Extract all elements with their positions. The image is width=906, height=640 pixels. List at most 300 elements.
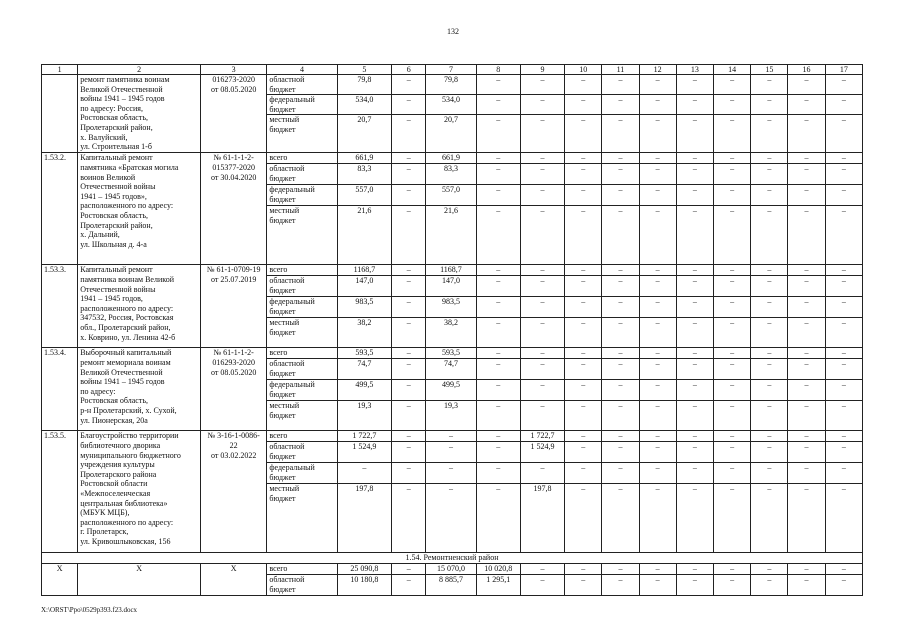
- value-cell: –: [476, 431, 520, 442]
- value-cell: –: [565, 115, 602, 153]
- value-cell: 147,0: [426, 276, 476, 297]
- value-cell: –: [392, 484, 426, 553]
- value-cell: –: [639, 575, 676, 596]
- value-cell: 661,9: [337, 153, 391, 164]
- value-cell: –: [714, 348, 751, 359]
- value-cell: –: [392, 115, 426, 153]
- value-cell: –: [639, 164, 676, 185]
- item-number: 1.53.2.: [42, 153, 78, 265]
- value-cell: 83,3: [426, 164, 476, 185]
- value-cell: –: [476, 442, 520, 463]
- value-cell: –: [602, 164, 639, 185]
- value-cell: –: [520, 95, 564, 115]
- value-cell: –: [676, 463, 713, 484]
- value-cell: 1 524,9: [337, 442, 391, 463]
- value-cell: –: [639, 75, 676, 95]
- value-cell: 20,7: [337, 115, 391, 153]
- value-cell: –: [751, 431, 788, 442]
- column-number: 7: [426, 65, 476, 75]
- value-cell: –: [602, 348, 639, 359]
- value-cell: 74,7: [337, 359, 391, 380]
- value-cell: 79,8: [426, 75, 476, 95]
- value-cell: –: [751, 463, 788, 484]
- value-cell: –: [788, 95, 825, 115]
- value-cell: –: [565, 380, 602, 401]
- value-cell: –: [520, 359, 564, 380]
- value-cell: –: [751, 75, 788, 95]
- value-cell: –: [639, 206, 676, 265]
- value-cell: –: [714, 276, 751, 297]
- value-cell: –: [520, 348, 564, 359]
- value-cell: –: [639, 95, 676, 115]
- item-name: Благоустройство территории библиотечного дворика муниципального бюджетного учреждения культуры Пролетарского района Ростовской области «Межпоселенческая центральная библиотека» (МБУК МЦБ), расположенного по адресу: г. Пролетарск, ул. Кривошлыковская, 156: [78, 431, 201, 553]
- value-cell: –: [676, 484, 713, 553]
- funding-type: местный бюджет: [267, 318, 337, 348]
- value-cell: –: [751, 318, 788, 348]
- funding-type: местный бюджет: [267, 401, 337, 431]
- value-cell: –: [751, 265, 788, 276]
- value-cell: –: [392, 297, 426, 318]
- value-cell: –: [788, 564, 825, 575]
- value-cell: –: [825, 276, 862, 297]
- column-number: 13: [676, 65, 713, 75]
- value-cell: –: [676, 164, 713, 185]
- funding-type: федеральный бюджет: [267, 463, 337, 484]
- value-cell: –: [714, 153, 751, 164]
- value-cell: –: [476, 401, 520, 431]
- value-cell: –: [676, 95, 713, 115]
- value-cell: 147,0: [337, 276, 391, 297]
- value-cell: –: [565, 463, 602, 484]
- column-number: 5: [337, 65, 391, 75]
- value-cell: –: [788, 380, 825, 401]
- value-cell: –: [676, 380, 713, 401]
- value-cell: –: [751, 276, 788, 297]
- value-cell: 983,5: [337, 297, 391, 318]
- value-cell: –: [602, 442, 639, 463]
- value-cell: –: [788, 318, 825, 348]
- funding-type: всего: [267, 431, 337, 442]
- value-cell: –: [476, 206, 520, 265]
- value-cell: –: [825, 442, 862, 463]
- column-number: 9: [520, 65, 564, 75]
- value-cell: –: [676, 564, 713, 575]
- value-cell: –: [639, 380, 676, 401]
- value-cell: 499,5: [426, 380, 476, 401]
- value-cell: 19,3: [337, 401, 391, 431]
- value-cell: –: [476, 318, 520, 348]
- value-cell: –: [476, 276, 520, 297]
- value-cell: –: [825, 318, 862, 348]
- value-cell: 1168,7: [426, 265, 476, 276]
- value-cell: –: [476, 265, 520, 276]
- value-cell: –: [520, 206, 564, 265]
- value-cell: –: [825, 401, 862, 431]
- column-number: 8: [476, 65, 520, 75]
- value-cell: –: [639, 185, 676, 206]
- value-cell: –: [676, 206, 713, 265]
- value-cell: –: [714, 185, 751, 206]
- funding-type: областной бюджет: [267, 276, 337, 297]
- value-cell: 534,0: [426, 95, 476, 115]
- value-cell: –: [392, 164, 426, 185]
- value-cell: –: [788, 206, 825, 265]
- value-cell: 557,0: [426, 185, 476, 206]
- value-cell: –: [751, 484, 788, 553]
- value-cell: 38,2: [337, 318, 391, 348]
- value-cell: 79,8: [337, 75, 391, 95]
- value-cell: –: [426, 442, 476, 463]
- funding-type: всего: [267, 153, 337, 164]
- value-cell: –: [788, 348, 825, 359]
- value-cell: –: [520, 401, 564, 431]
- value-cell: –: [788, 115, 825, 153]
- value-cell: –: [639, 265, 676, 276]
- value-cell: –: [639, 297, 676, 318]
- value-cell: –: [639, 564, 676, 575]
- value-cell: –: [392, 153, 426, 164]
- value-cell: –: [788, 164, 825, 185]
- value-cell: –: [788, 185, 825, 206]
- value-cell: 593,5: [337, 348, 391, 359]
- value-cell: –: [602, 153, 639, 164]
- value-cell: –: [476, 164, 520, 185]
- value-cell: –: [639, 153, 676, 164]
- value-cell: –: [676, 276, 713, 297]
- value-cell: –: [476, 185, 520, 206]
- value-cell: –: [751, 115, 788, 153]
- value-cell: –: [714, 564, 751, 575]
- value-cell: –: [714, 359, 751, 380]
- value-cell: –: [520, 564, 564, 575]
- value-cell: –: [714, 484, 751, 553]
- value-cell: –: [751, 297, 788, 318]
- value-cell: –: [565, 265, 602, 276]
- value-cell: –: [639, 431, 676, 442]
- value-cell: 499,5: [337, 380, 391, 401]
- value-cell: –: [751, 575, 788, 596]
- value-cell: 8 885,7: [426, 575, 476, 596]
- value-cell: –: [392, 359, 426, 380]
- value-cell: –: [602, 185, 639, 206]
- value-cell: –: [714, 463, 751, 484]
- value-cell: –: [602, 75, 639, 95]
- value-cell: –: [825, 380, 862, 401]
- value-cell: –: [714, 575, 751, 596]
- item-document: № 3-16-1-0086- 22 от 03.02.2022: [200, 431, 266, 553]
- value-cell: –: [602, 463, 639, 484]
- value-cell: –: [476, 115, 520, 153]
- value-cell: –: [602, 276, 639, 297]
- value-cell: –: [565, 575, 602, 596]
- value-cell: –: [639, 318, 676, 348]
- table-row: [42, 431, 863, 442]
- column-number: 11: [602, 65, 639, 75]
- header-row: [42, 65, 863, 75]
- value-cell: –: [392, 575, 426, 596]
- value-cell: –: [788, 153, 825, 164]
- value-cell: –: [751, 401, 788, 431]
- value-cell: –: [565, 442, 602, 463]
- value-cell: –: [788, 484, 825, 553]
- funding-type: федеральный бюджет: [267, 297, 337, 318]
- value-cell: –: [676, 442, 713, 463]
- section-row: [42, 553, 863, 564]
- value-cell: –: [788, 463, 825, 484]
- value-cell: –: [714, 265, 751, 276]
- value-cell: –: [426, 484, 476, 553]
- value-cell: –: [788, 431, 825, 442]
- value-cell: –: [476, 463, 520, 484]
- value-cell: –: [565, 75, 602, 95]
- value-cell: –: [602, 95, 639, 115]
- value-cell: –: [392, 564, 426, 575]
- value-cell: –: [788, 575, 825, 596]
- table-row: [42, 153, 863, 164]
- file-path-footer: X:\ORST\Ppo\0529p393.f23.docx: [41, 606, 138, 614]
- funding-type: местный бюджет: [267, 484, 337, 553]
- value-cell: –: [676, 115, 713, 153]
- value-cell: –: [520, 276, 564, 297]
- value-cell: –: [788, 442, 825, 463]
- value-cell: –: [714, 115, 751, 153]
- funding-type: областной бюджет: [267, 575, 337, 596]
- column-number: 1: [42, 65, 78, 75]
- value-cell: –: [476, 348, 520, 359]
- funding-type: областной бюджет: [267, 442, 337, 463]
- value-cell: 1168,7: [337, 265, 391, 276]
- value-cell: –: [602, 431, 639, 442]
- value-cell: –: [676, 265, 713, 276]
- value-cell: –: [392, 431, 426, 442]
- value-cell: –: [392, 348, 426, 359]
- value-cell: –: [788, 401, 825, 431]
- column-number: 17: [825, 65, 862, 75]
- value-cell: –: [825, 153, 862, 164]
- value-cell: –: [788, 297, 825, 318]
- value-cell: –: [825, 206, 862, 265]
- value-cell: –: [520, 463, 564, 484]
- value-cell: –: [520, 153, 564, 164]
- section-title: 1.54. Ремонтненский район: [42, 553, 863, 564]
- value-cell: –: [788, 75, 825, 95]
- value-cell: –: [602, 318, 639, 348]
- value-cell: 557,0: [337, 185, 391, 206]
- value-cell: –: [392, 318, 426, 348]
- value-cell: –: [476, 484, 520, 553]
- value-cell: 1 722,7: [337, 431, 391, 442]
- value-cell: –: [602, 206, 639, 265]
- value-cell: –: [825, 348, 862, 359]
- value-cell: –: [825, 164, 862, 185]
- value-cell: –: [714, 431, 751, 442]
- value-cell: –: [392, 75, 426, 95]
- value-cell: –: [392, 380, 426, 401]
- value-cell: –: [476, 95, 520, 115]
- value-cell: –: [825, 484, 862, 553]
- column-number: 12: [639, 65, 676, 75]
- value-cell: –: [639, 348, 676, 359]
- value-cell: –: [565, 348, 602, 359]
- value-cell: –: [825, 95, 862, 115]
- value-cell: –: [825, 359, 862, 380]
- value-cell: –: [426, 463, 476, 484]
- funding-type: областной бюджет: [267, 164, 337, 185]
- value-cell: –: [476, 153, 520, 164]
- value-cell: –: [602, 401, 639, 431]
- value-cell: –: [751, 185, 788, 206]
- value-cell: –: [565, 318, 602, 348]
- value-cell: –: [714, 442, 751, 463]
- value-cell: –: [520, 380, 564, 401]
- value-cell: –: [639, 442, 676, 463]
- value-cell: –: [676, 75, 713, 95]
- value-cell: –: [602, 484, 639, 553]
- value-cell: –: [565, 95, 602, 115]
- value-cell: –: [565, 484, 602, 553]
- item-name: Капитальный ремонт памятника воинам Великой Отечественной войны 1941 – 1945 годов, расположенного по адресу: 347532, Россия, Ростовская обл., Пролетарский район, х. Коврино, ул. Ленина 42-б: [78, 265, 201, 348]
- value-cell: –: [676, 359, 713, 380]
- value-cell: –: [825, 575, 862, 596]
- page-number: 132: [447, 27, 459, 36]
- value-cell: –: [676, 575, 713, 596]
- value-cell: –: [714, 297, 751, 318]
- value-cell: –: [676, 431, 713, 442]
- value-cell: –: [639, 463, 676, 484]
- value-cell: –: [520, 164, 564, 185]
- value-cell: 38,2: [426, 318, 476, 348]
- value-cell: –: [565, 401, 602, 431]
- item-document: № 61-1-1-2- 016293-2020 от 08.05.2020: [200, 348, 266, 431]
- column-number: 6: [392, 65, 426, 75]
- value-cell: –: [392, 442, 426, 463]
- item-number: 1.53.5.: [42, 431, 78, 553]
- value-cell: –: [602, 359, 639, 380]
- funding-type: всего: [267, 348, 337, 359]
- value-cell: –: [788, 359, 825, 380]
- value-cell: –: [565, 564, 602, 575]
- value-cell: 19,3: [426, 401, 476, 431]
- value-cell: –: [565, 206, 602, 265]
- value-cell: –: [751, 564, 788, 575]
- value-cell: –: [751, 348, 788, 359]
- value-cell: 20,7: [426, 115, 476, 153]
- value-cell: 25 090,8: [337, 564, 391, 575]
- value-cell: –: [392, 95, 426, 115]
- value-cell: –: [476, 380, 520, 401]
- value-cell: –: [825, 75, 862, 95]
- value-cell: 10 020,8: [476, 564, 520, 575]
- item-number: 1.53.4.: [42, 348, 78, 431]
- funding-type: всего: [267, 564, 337, 575]
- funding-type: всего: [267, 265, 337, 276]
- funding-type: областной бюджет: [267, 359, 337, 380]
- value-cell: –: [392, 276, 426, 297]
- value-cell: –: [392, 401, 426, 431]
- continued-item-name: ремонт памятника воинам Великой Отечественной войны 1941 – 1945 годов по адресу: Россия, Ростовская область, Пролетарский район, х. Валуйский, ул. Строительная 1-б: [78, 75, 201, 153]
- value-cell: –: [602, 115, 639, 153]
- value-cell: –: [639, 484, 676, 553]
- value-cell: –: [476, 359, 520, 380]
- value-cell: –: [565, 164, 602, 185]
- value-cell: 1 722,7: [520, 431, 564, 442]
- value-cell: –: [751, 380, 788, 401]
- item-document: № 61-1-1-2- 015377-2020 от 30.04.2020: [200, 153, 266, 265]
- value-cell: –: [392, 206, 426, 265]
- value-cell: –: [714, 95, 751, 115]
- value-cell: –: [639, 359, 676, 380]
- value-cell: –: [676, 348, 713, 359]
- item-name: Капитальный ремонт памятника «Братская могила воинов Великой Отечественной войны 1941 – 1945 годов», расположенного по адресу: Ростовская область, Пролетарский район, х. Дальний, ул. Школьная д. 4-а: [78, 153, 201, 265]
- value-cell: –: [751, 359, 788, 380]
- value-cell: –: [520, 185, 564, 206]
- item-document: № 61-1-0709-19 от 25.07.2019: [200, 265, 266, 348]
- item-number: 1.53.3.: [42, 265, 78, 348]
- value-cell: –: [825, 463, 862, 484]
- value-cell: 1 295,1: [476, 575, 520, 596]
- value-cell: –: [639, 401, 676, 431]
- value-cell: –: [639, 276, 676, 297]
- value-cell: –: [751, 164, 788, 185]
- value-cell: –: [565, 153, 602, 164]
- totals-document: Х: [200, 564, 266, 596]
- value-cell: –: [392, 463, 426, 484]
- program-table: [41, 64, 863, 596]
- value-cell: –: [676, 153, 713, 164]
- value-cell: –: [751, 95, 788, 115]
- value-cell: –: [602, 265, 639, 276]
- value-cell: –: [565, 276, 602, 297]
- value-cell: –: [392, 265, 426, 276]
- value-cell: 21,6: [426, 206, 476, 265]
- value-cell: –: [426, 431, 476, 442]
- value-cell: –: [392, 185, 426, 206]
- value-cell: 10 180,8: [337, 575, 391, 596]
- value-cell: –: [602, 380, 639, 401]
- value-cell: –: [676, 401, 713, 431]
- value-cell: –: [639, 115, 676, 153]
- value-cell: –: [825, 431, 862, 442]
- totals-number: Х: [42, 564, 78, 596]
- value-cell: –: [476, 75, 520, 95]
- value-cell: –: [565, 359, 602, 380]
- value-cell: –: [788, 276, 825, 297]
- funding-type: местный бюджет: [267, 206, 337, 265]
- value-cell: –: [714, 380, 751, 401]
- value-cell: –: [714, 164, 751, 185]
- funding-type: федеральный бюджет: [267, 95, 337, 115]
- item-name: Выборочный капитальный ремонт мемориала воинам Великой Отечественной войны 1941 – 1945 годов по адресу: Ростовская область, р-н Пролетарский, х. Сухой, ул. Пионерская, 20а: [78, 348, 201, 431]
- value-cell: –: [714, 401, 751, 431]
- value-cell: –: [751, 206, 788, 265]
- value-cell: –: [520, 115, 564, 153]
- value-cell: –: [520, 265, 564, 276]
- value-cell: –: [520, 575, 564, 596]
- value-cell: 534,0: [337, 95, 391, 115]
- column-number: 16: [788, 65, 825, 75]
- continued-item-number: [42, 75, 78, 153]
- value-cell: –: [825, 265, 862, 276]
- value-cell: –: [825, 115, 862, 153]
- column-number: 14: [714, 65, 751, 75]
- value-cell: –: [520, 318, 564, 348]
- value-cell: –: [337, 463, 391, 484]
- column-number: 10: [565, 65, 602, 75]
- value-cell: –: [565, 297, 602, 318]
- totals-name: Х: [78, 564, 201, 596]
- value-cell: –: [602, 564, 639, 575]
- value-cell: –: [825, 297, 862, 318]
